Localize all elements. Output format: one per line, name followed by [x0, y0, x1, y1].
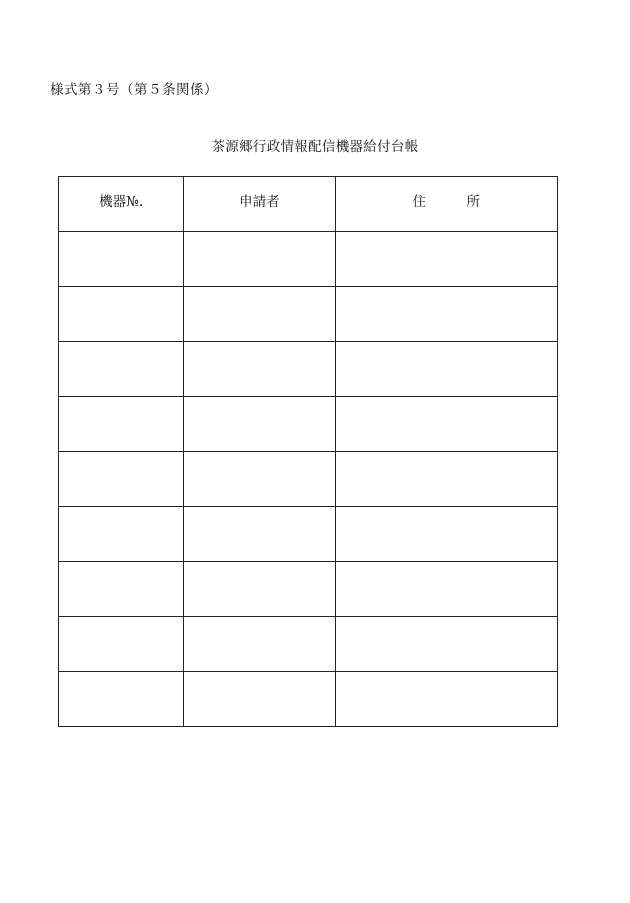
cell-device-no[interactable]	[59, 452, 184, 507]
cell-device-no[interactable]	[59, 617, 184, 672]
table-row	[59, 342, 558, 397]
cell-address[interactable]	[335, 287, 557, 342]
equipment-ledger-table	[58, 176, 558, 727]
cell-applicant[interactable]	[184, 287, 335, 342]
table-header-row	[59, 177, 558, 232]
cell-address[interactable]	[335, 507, 557, 562]
form-number-label: 様式第３号（第５条関係）	[50, 82, 218, 98]
cell-device-no[interactable]	[59, 507, 184, 562]
cell-address[interactable]	[335, 397, 557, 452]
table-row	[59, 672, 558, 727]
table-row	[59, 452, 558, 507]
cell-device-no[interactable]	[59, 342, 184, 397]
table-row	[59, 562, 558, 617]
header-address: 住 所	[335, 177, 557, 232]
cell-applicant[interactable]	[184, 617, 335, 672]
cell-device-no[interactable]	[59, 562, 184, 617]
header-device-no: 機器№.	[59, 177, 184, 232]
cell-device-no[interactable]	[59, 232, 184, 287]
table-row	[59, 397, 558, 452]
cell-address[interactable]	[335, 617, 557, 672]
cell-device-no[interactable]	[59, 397, 184, 452]
document-title: 茶源郷行政情報配信機器給付台帳	[211, 139, 419, 155]
cell-applicant[interactable]	[184, 342, 335, 397]
cell-address[interactable]	[335, 672, 557, 727]
cell-address[interactable]	[335, 562, 557, 617]
cell-applicant[interactable]	[184, 232, 335, 287]
cell-applicant[interactable]	[184, 397, 335, 452]
table-row	[59, 617, 558, 672]
cell-applicant[interactable]	[184, 507, 335, 562]
table-row	[59, 507, 558, 562]
cell-address[interactable]	[335, 452, 557, 507]
cell-address[interactable]	[335, 232, 557, 287]
cell-address[interactable]	[335, 342, 557, 397]
cell-applicant[interactable]	[184, 452, 335, 507]
cell-device-no[interactable]	[59, 287, 184, 342]
cell-applicant[interactable]	[184, 672, 335, 727]
cell-device-no[interactable]	[59, 672, 184, 727]
header-applicant: 申請者	[184, 177, 335, 232]
table-row	[59, 232, 558, 287]
table-body	[59, 232, 558, 727]
table-row	[59, 287, 558, 342]
cell-applicant[interactable]	[184, 562, 335, 617]
